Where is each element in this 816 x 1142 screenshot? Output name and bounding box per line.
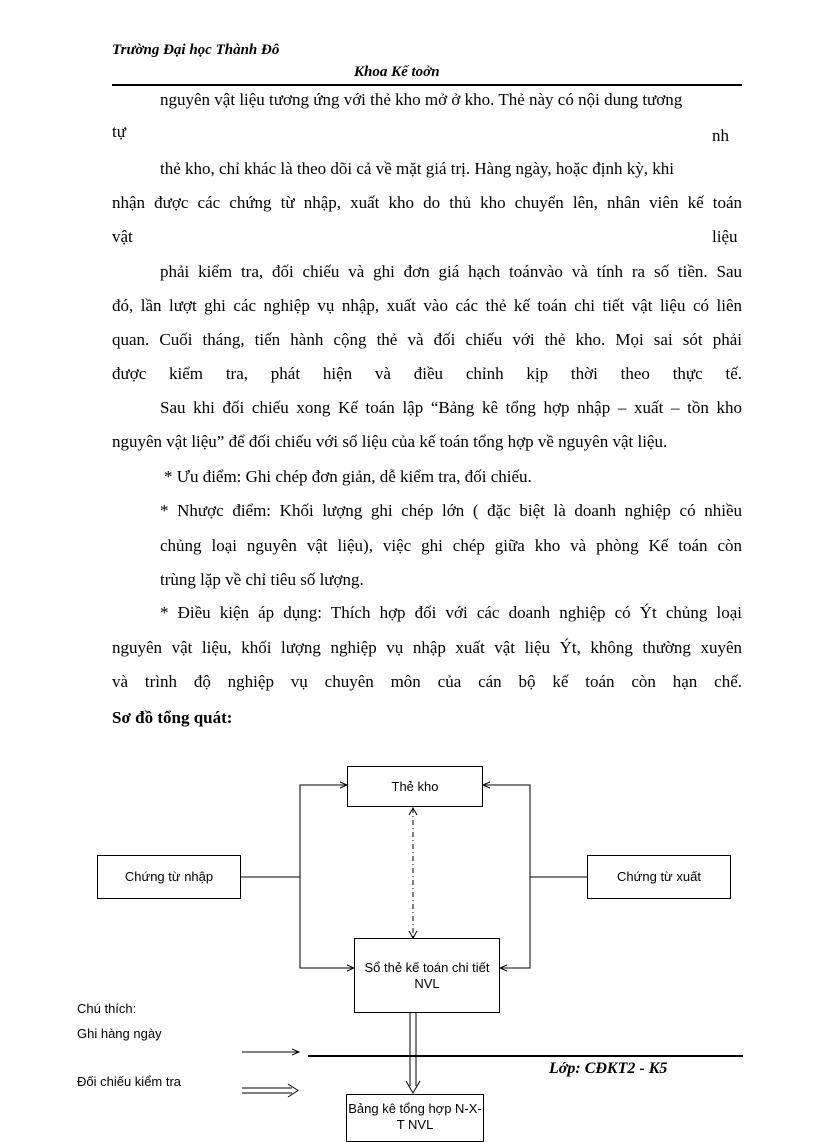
legend-title: Chú thích: — [77, 1001, 137, 1016]
arrow-xuat-to-thekho — [483, 785, 587, 877]
disadvantage-text: chủng loại nguyên vật liệu), việc ghi chép giữa kho và phòng Kế toán còn — [160, 536, 742, 555]
box-so-the-ke-toan: Sổ thẻ kế toán chi tiết NVL — [354, 938, 500, 1013]
arrow-xuat-to-sothe — [500, 877, 530, 968]
arrow-nhap-to-thekho — [241, 785, 347, 877]
advantage-text: * Ưu điểm: Ghi chép đơn giản, dễ kiểm tra, đối chiếu. — [164, 467, 532, 486]
footer-class: Lớp: CĐKT2 - K5 — [549, 1060, 668, 1077]
text-line: đó, lần lượt ghi các nghiệp vụ nhập, xuất vào các thẻ kế toán chi tiết vật liệu có liên — [112, 296, 742, 315]
box-bang-ke: Bảng kê tổng hợp N-X-T NVL — [346, 1094, 484, 1142]
box-chung-tu-nhap: Chứng từ nhập — [97, 855, 241, 899]
condition-text: và trình độ nghiệp vụ chuyên môn của cán bộ kế toán còn hạn chế. — [112, 672, 742, 691]
box-chung-tu-xuat: Chứng từ xuất — [587, 855, 731, 899]
legend-daily: Ghi hàng ngày — [77, 1026, 162, 1041]
text-line: tự — [112, 122, 126, 141]
disadvantage-text: * Nhược điểm: Khối lượng ghi chép lớn ( đặc biệt là doanh nghiệp có nhiều — [160, 501, 742, 520]
text-line: nh — [712, 126, 729, 145]
footer-rule — [308, 1055, 743, 1057]
legend-check: Đối chiếu kiểm tra — [77, 1074, 182, 1089]
text-line: thẻ kho, chỉ khác là theo dõi cả về mặt giá trị. Hàng ngày, hoặc định kỳ, khi — [160, 159, 674, 178]
box-the-kho: Thẻ kho — [347, 766, 483, 807]
text-line: phải kiểm tra, đối chiếu và ghi đơn giá hạch toánvào và tính ra số tiền. Sau — [160, 262, 742, 281]
text-line: Sau khi đối chiếu xong Kế toán lập “Bảng kê tổng hợp nhập – xuất – tồn kho — [160, 398, 742, 417]
arrow-nhap-to-sothe — [300, 877, 354, 968]
text-line: vật — [112, 227, 133, 246]
header-faculty: Khoa Kế toởn — [354, 64, 440, 80]
diagram-heading: Sơ đồ tổng quát: — [112, 708, 233, 727]
condition-text: * Điều kiện áp dụng: Thích hợp đối với các doanh nghiệp có Ýt chủng loại — [160, 603, 742, 622]
disadvantage-text: trùng lặp về chỉ tiêu số lượng. — [160, 570, 364, 589]
text-line: nguyên vật liệu” để đối chiếu với số liệu của kế toán tổng hợp về nguyên vật liệu. — [112, 432, 668, 451]
text-line: liệu — [712, 227, 738, 246]
text-line: quan. Cuối tháng, tiến hành cộng thẻ và đối chiếu với thẻ kho. Mọi sai sót phải — [112, 330, 742, 349]
condition-text: nguyên vật liệu, khối lượng nghiệp vụ nhập xuất vật liệu Ýt, không thường xuyên — [112, 638, 742, 657]
header-school: Trường Đại học Thành Đô — [112, 42, 280, 58]
text-line: nhận được các chứng từ nhập, xuất kho do thủ kho chuyển lên, nhân viên kế toán — [112, 193, 742, 212]
text-line: được kiểm tra, phát hiện và điều chỉnh kịp thời theo thực tế. — [112, 364, 742, 383]
text-line: nguyên vật liệu tương ứng với thẻ kho mở ở kho. Thẻ này có nội dung tương — [160, 90, 683, 109]
